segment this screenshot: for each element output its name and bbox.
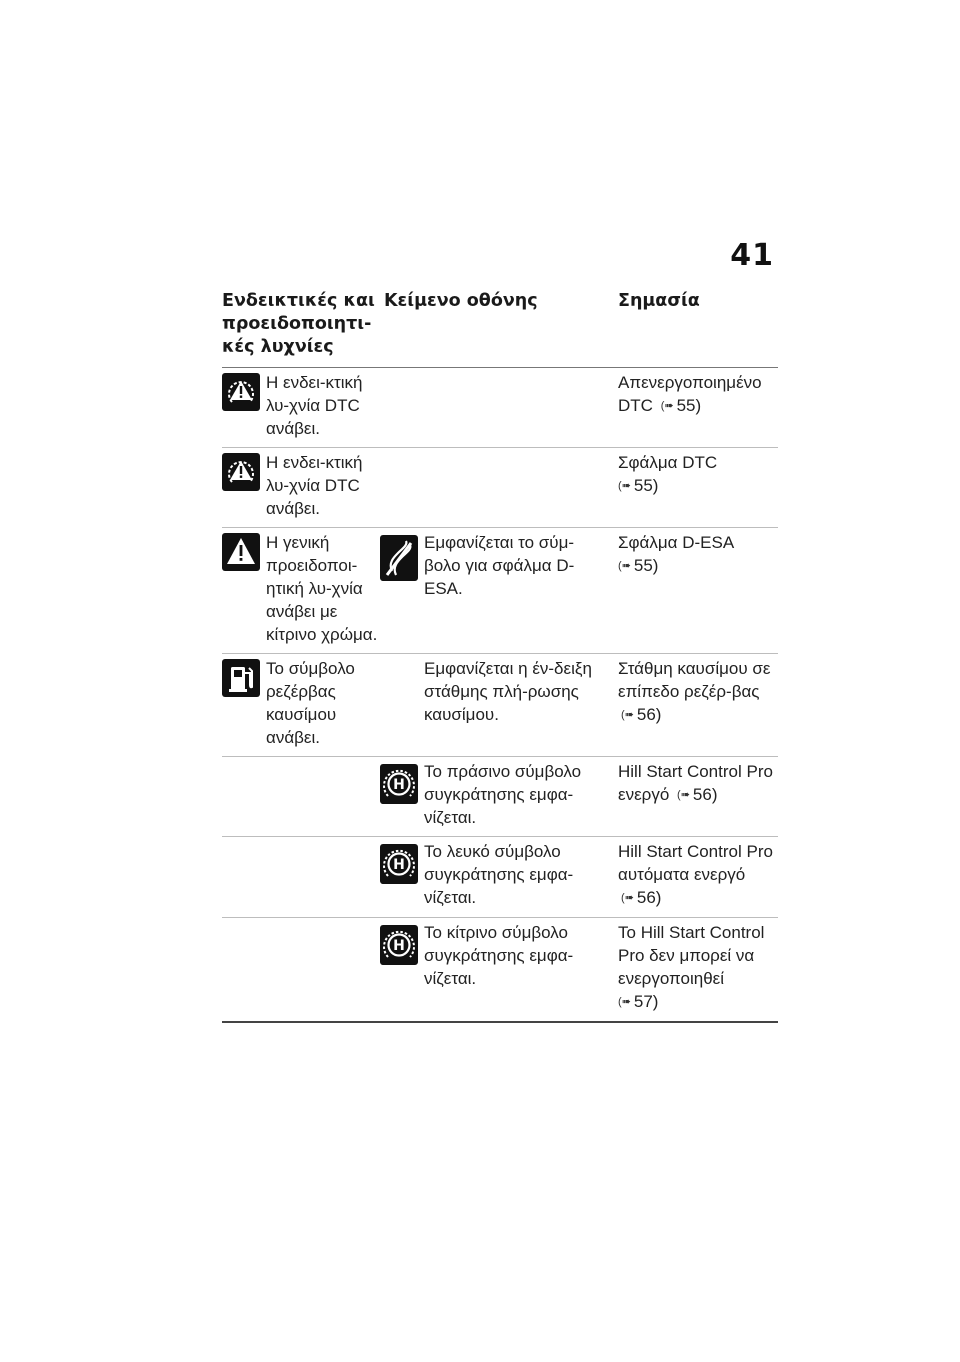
page-ref-arrow-icon: (➠ <box>618 996 631 1008</box>
display-text: Το πράσινο σύμβολο συγκράτησης εμφα-νίζεται. <box>424 762 582 827</box>
dtc-warning-icon <box>222 451 266 491</box>
meaning-text: Το Hill Start Control Pro δεν μπορεί να ενεργοποιηθεί (➠ 57) <box>618 923 765 1011</box>
table-row <box>222 448 778 528</box>
meaning-text: Hill Start Control Pro αυτόματα ενεργό (➠ 56) <box>618 842 773 907</box>
page-ref: 56) <box>692 785 718 804</box>
table-row <box>222 528 778 654</box>
table-row <box>222 368 778 448</box>
page-ref: 57) <box>633 992 659 1011</box>
indicator-text: Η γενική προειδοποι-ητική λυ-χνία ανάβει με κίτρινο χρώμα. <box>266 533 378 644</box>
meaning-text: Σφάλμα DTC (➠ 55) <box>618 453 718 495</box>
page-ref-arrow-icon: (➠ <box>618 480 631 492</box>
meaning-text: Απενεργοποιημένο DTC (➠ 55) <box>618 373 762 415</box>
page-ref: 56) <box>636 705 662 724</box>
indicator-text: Η ενδει-κτική λυ-χνία DTC ανάβει. <box>266 453 363 518</box>
meaning-text: Σφάλμα D-ESA (➠ 55) <box>618 533 735 575</box>
desa-fault-icon <box>380 531 424 581</box>
svg-text:H: H <box>393 777 405 793</box>
header-meaning: Σημασία <box>618 291 700 311</box>
meaning-text: Στάθμη καυσίμου σε επίπεδο ρεζέρ-βας (➠ 56) <box>618 659 771 724</box>
page-ref: 56) <box>636 888 662 907</box>
page-ref-arrow-icon: (➠ <box>677 789 690 801</box>
table-row <box>222 837 778 918</box>
header-indicator: Ενδεικτικές και προειδοποιητι-κές λυχνίες <box>222 291 375 357</box>
page-ref: 55) <box>676 396 702 415</box>
hill-hold-icon <box>380 921 424 965</box>
header-display-text: Κείμενο οθόνης <box>384 291 538 311</box>
display-text: Το λευκό σύμβολο συγκράτησης εμφα-νίζεται. <box>424 842 574 907</box>
page-number: 41 <box>730 238 774 273</box>
indicator-table <box>222 290 778 1023</box>
page-ref-arrow-icon: (➠ <box>621 892 634 904</box>
indicator-text: Το σύμβολο ρεζέρβας καυσίμου ανάβει. <box>266 659 355 747</box>
page-ref-arrow-icon: (➠ <box>660 400 674 412</box>
table-row <box>222 757 778 837</box>
general-warning-icon <box>222 531 266 571</box>
display-text: Εμφανίζεται η έν-δειξη στάθμης πλή-ρωσης καυσίμου. <box>424 659 592 724</box>
hill-hold-icon <box>380 840 424 884</box>
dtc-warning-icon <box>222 371 266 411</box>
display-text: Εμφανίζεται το σύμ-βολο για σφάλμα D-ESA. <box>424 533 575 598</box>
table-header <box>222 290 778 368</box>
svg-text:H: H <box>393 857 405 873</box>
hill-hold-icon <box>380 760 424 804</box>
page-ref-arrow-icon: (➠ <box>621 709 634 721</box>
display-text: Το κίτρινο σύμβολο συγκράτησης εμφα-νίζεται. <box>424 923 574 988</box>
meaning-text: Hill Start Control Pro ενεργό (➠ 56) <box>618 762 773 804</box>
page-ref: 55) <box>633 476 659 495</box>
page-ref: 55) <box>633 556 659 575</box>
page-ref-arrow-icon: (➠ <box>618 560 631 572</box>
indicator-text: Η ενδει-κτική λυ-χνία DTC ανάβει. <box>266 373 363 438</box>
fuel-reserve-icon <box>222 657 266 697</box>
table-row <box>222 654 778 757</box>
table-row <box>222 918 778 1023</box>
svg-text:H: H <box>393 938 405 954</box>
